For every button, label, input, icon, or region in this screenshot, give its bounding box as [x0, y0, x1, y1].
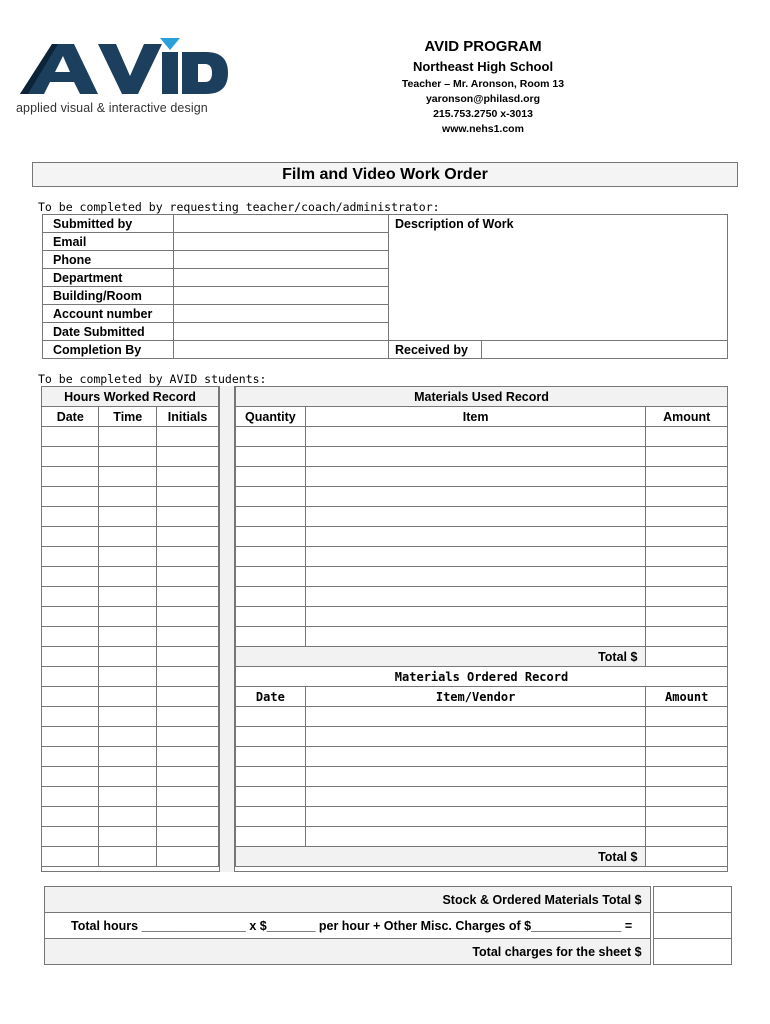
hours-worked-row-cell[interactable] — [42, 827, 99, 847]
materials-used-row-cell[interactable] — [236, 447, 306, 467]
school-website: www.nehs1.com — [442, 123, 524, 135]
hours-worked-table — [41, 386, 219, 867]
materials-used-row — [236, 567, 728, 587]
materials-used-row — [236, 507, 728, 527]
avid-logo — [16, 36, 231, 116]
materials-used-row-cell[interactable] — [236, 567, 306, 587]
materials-used-row-cell[interactable] — [236, 527, 306, 547]
department-input[interactable] — [174, 269, 389, 287]
summary-table — [44, 886, 732, 965]
materials-ordered-row-cell[interactable] — [646, 787, 728, 807]
submitted-by-input[interactable] — [174, 215, 389, 233]
hours-worked-row — [42, 767, 219, 787]
hours-worked-row — [42, 647, 219, 667]
hours-worked-row-cell[interactable] — [99, 787, 157, 807]
materials-used-col-item: Item — [305, 407, 646, 427]
teacher-phone: 215.753.2750 x-3013 — [433, 108, 533, 120]
hours-worked-row-cell[interactable] — [42, 467, 99, 487]
materials-used-row-cell[interactable] — [646, 567, 728, 587]
materials-ordered-col-date: Date — [236, 687, 306, 707]
hours-worked-row-cell[interactable] — [157, 707, 219, 727]
materials-used-row-cell[interactable] — [646, 527, 728, 547]
hours-worked-row-cell[interactable] — [99, 827, 157, 847]
hours-worked-row-cell[interactable] — [157, 547, 219, 567]
hours-worked-row-cell[interactable] — [42, 767, 99, 787]
hours-worked-row-cell[interactable] — [42, 847, 99, 867]
materials-used-row — [236, 527, 728, 547]
hours-worked-row-cell[interactable] — [157, 627, 219, 647]
hours-worked-row-cell[interactable] — [157, 647, 219, 667]
hours-worked-row-cell[interactable] — [157, 427, 219, 447]
materials-used-row-cell[interactable] — [646, 467, 728, 487]
hours-worked-row-cell[interactable] — [42, 447, 99, 467]
materials-used-row-cell[interactable] — [305, 547, 646, 567]
materials-ordered-row-cell[interactable] — [236, 707, 306, 727]
hours-worked-row-cell[interactable] — [99, 667, 157, 687]
materials-used-row-cell[interactable] — [236, 427, 306, 447]
hours-worked-row-cell[interactable] — [157, 787, 219, 807]
request-intro: To be completed by requesting teacher/coach/administrator: — [38, 200, 440, 214]
materials-ordered-row-cell[interactable] — [305, 827, 646, 847]
materials-used-row-cell[interactable] — [305, 527, 646, 547]
hours-worked-row-cell[interactable] — [42, 567, 99, 587]
hours-worked-row — [42, 747, 219, 767]
hours-worked-row — [42, 707, 219, 727]
hours-worked-row-cell[interactable] — [157, 767, 219, 787]
materials-ordered-row-cell[interactable] — [305, 727, 646, 747]
hours-charges-input[interactable] — [653, 913, 731, 939]
materials-used-row — [236, 467, 728, 487]
hours-worked-row-cell[interactable] — [42, 687, 99, 707]
hours-worked-row — [42, 487, 219, 507]
hours-worked-row — [42, 787, 219, 807]
completion-by-input[interactable] — [174, 341, 389, 359]
materials-used-row-cell[interactable] — [305, 467, 646, 487]
hours-worked-row-cell[interactable] — [157, 507, 219, 527]
materials-used-title: Materials Used Record — [236, 387, 728, 407]
materials-used-row-cell[interactable] — [305, 587, 646, 607]
hours-worked-row — [42, 807, 219, 827]
hours-worked-row-cell[interactable] — [157, 587, 219, 607]
hours-worked-row — [42, 507, 219, 527]
materials-used-row — [236, 427, 728, 447]
column-divider — [219, 386, 235, 872]
hours-worked-row-cell[interactable] — [42, 807, 99, 827]
materials-used-col-quantity: Quantity — [236, 407, 306, 427]
hours-worked-row — [42, 667, 219, 687]
materials-used-row-cell[interactable] — [646, 487, 728, 507]
hours-worked-row-cell[interactable] — [99, 707, 157, 727]
hours-worked-row-cell[interactable] — [157, 527, 219, 547]
hours-worked-row-cell[interactable] — [99, 427, 157, 447]
field-label-phone: Phone — [43, 251, 174, 269]
materials-used-row — [236, 607, 728, 627]
materials-used-row-cell[interactable] — [236, 587, 306, 607]
hours-worked-row-cell[interactable] — [42, 707, 99, 727]
materials-ordered-row-cell[interactable] — [305, 807, 646, 827]
hours-worked-row-cell[interactable] — [99, 727, 157, 747]
stock-total-input[interactable] — [653, 887, 731, 913]
hours-worked-row-cell[interactable] — [42, 647, 99, 667]
hours-worked-row — [42, 427, 219, 447]
materials-ordered-col-item-vendor: Item/Vendor — [305, 687, 646, 707]
materials-ordered-rows — [236, 707, 728, 847]
materials-ordered-row — [236, 707, 728, 727]
materials-used-row-cell[interactable] — [236, 627, 306, 647]
hours-worked-row-cell[interactable] — [157, 687, 219, 707]
hours-worked-row-cell[interactable] — [42, 747, 99, 767]
field-label-submitted-by: Submitted by — [43, 215, 174, 233]
hours-worked-row — [42, 607, 219, 627]
hours-worked-row-cell[interactable] — [99, 647, 157, 667]
materials-ordered-row-cell[interactable] — [646, 727, 728, 747]
account-number-input[interactable] — [174, 305, 389, 323]
email-input[interactable] — [174, 233, 389, 251]
hours-worked-row — [42, 447, 219, 467]
hours-worked-row-cell[interactable] — [99, 687, 157, 707]
materials-ordered-row — [236, 787, 728, 807]
hours-worked-row-cell[interactable] — [42, 727, 99, 747]
school-name: Northeast High School — [412, 59, 554, 74]
hours-worked-row-cell[interactable] — [157, 447, 219, 467]
field-label-date-submitted: Date Submitted — [43, 323, 174, 341]
hours-worked-row-cell[interactable] — [42, 527, 99, 547]
field-label-building-room: Building/Room — [43, 287, 174, 305]
avid-logo-mark — [16, 36, 231, 98]
hours-worked-row-cell[interactable] — [157, 747, 219, 767]
sheet-total-label: Total charges for the sheet $ — [45, 939, 651, 965]
materials-ordered-total-label: Total $ — [236, 847, 646, 867]
hours-worked-row-cell[interactable] — [99, 507, 157, 527]
hours-worked-row — [42, 627, 219, 647]
hours-worked-row-cell[interactable] — [157, 667, 219, 687]
materials-used-row-cell[interactable] — [305, 607, 646, 627]
materials-used-row-cell[interactable] — [236, 547, 306, 567]
form-title: Film and Video Work Order — [32, 162, 738, 187]
received-by-input[interactable] — [482, 341, 728, 359]
materials-used-row-cell[interactable] — [236, 467, 306, 487]
hours-col-time: Time — [99, 407, 157, 427]
materials-ordered-total-input[interactable] — [646, 847, 728, 867]
hours-worked-row — [42, 527, 219, 547]
hours-worked-row-cell[interactable] — [157, 807, 219, 827]
hours-col-initials: Initials — [157, 407, 219, 427]
materials-used-table — [235, 386, 728, 867]
hours-worked-row-cell[interactable] — [42, 667, 99, 687]
hours-worked-row-cell[interactable] — [99, 807, 157, 827]
hours-worked-row-cell[interactable] — [42, 427, 99, 447]
sheet-total-input[interactable] — [653, 939, 731, 965]
hours-worked-row-cell[interactable] — [157, 727, 219, 747]
hours-col-date: Date — [42, 407, 99, 427]
materials-used-row-cell[interactable] — [646, 427, 728, 447]
field-label-account-number: Account number — [43, 305, 174, 323]
hours-worked-row-cell[interactable] — [99, 847, 157, 867]
materials-used-row-cell[interactable] — [646, 627, 728, 647]
program-header — [360, 38, 606, 137]
hours-worked-row-cell[interactable] — [99, 527, 157, 547]
hours-worked-row — [42, 567, 219, 587]
materials-used-row — [236, 587, 728, 607]
field-label-department: Department — [43, 269, 174, 287]
materials-ordered-row-cell[interactable] — [305, 767, 646, 787]
student-intro: To be completed by AVID students: — [38, 372, 267, 386]
hours-worked-row — [42, 467, 219, 487]
materials-used-row — [236, 547, 728, 567]
materials-used-row-cell[interactable] — [646, 507, 728, 527]
hours-worked-row-cell[interactable] — [157, 487, 219, 507]
received-by-label: Received by — [389, 341, 482, 359]
materials-ordered-row-cell[interactable] — [646, 827, 728, 847]
materials-used-rows — [236, 427, 728, 647]
building-room-input[interactable] — [174, 287, 389, 305]
stock-total-label: Stock & Ordered Materials Total $ — [45, 887, 651, 913]
materials-used-row — [236, 487, 728, 507]
materials-ordered-row-cell[interactable] — [236, 827, 306, 847]
hours-worked-row-cell[interactable] — [99, 567, 157, 587]
hours-worked-row-cell[interactable] — [157, 467, 219, 487]
hours-worked-row-cell[interactable] — [42, 607, 99, 627]
materials-ordered-row-cell[interactable] — [236, 747, 306, 767]
phone-input[interactable] — [174, 251, 389, 269]
description-label: Description of Work — [395, 217, 514, 231]
hours-worked-row-cell[interactable] — [157, 607, 219, 627]
materials-used-row-cell[interactable] — [305, 447, 646, 467]
materials-used-row-cell[interactable] — [305, 487, 646, 507]
materials-used-row-cell[interactable] — [646, 587, 728, 607]
hours-charges-line: Total hours _______________ x $_______ per hour + Other Misc. Charges of $_____________ = — [45, 913, 651, 939]
description-of-work-field[interactable] — [389, 215, 728, 341]
materials-ordered-row-cell[interactable] — [646, 747, 728, 767]
materials-ordered-row — [236, 727, 728, 747]
materials-used-row-cell[interactable] — [236, 487, 306, 507]
materials-used-row-cell[interactable] — [646, 447, 728, 467]
hours-worked-row-cell[interactable] — [42, 487, 99, 507]
materials-used-row-cell[interactable] — [305, 627, 646, 647]
hours-worked-rows — [42, 427, 219, 867]
hours-worked-row-cell[interactable] — [42, 787, 99, 807]
materials-ordered-row-cell[interactable] — [236, 807, 306, 827]
materials-used-total-input[interactable] — [646, 647, 728, 667]
hours-worked-row-cell[interactable] — [157, 567, 219, 587]
materials-ordered-row-cell[interactable] — [646, 767, 728, 787]
hours-worked-row — [42, 727, 219, 747]
hours-worked-row-cell[interactable] — [99, 607, 157, 627]
materials-ordered-row-cell[interactable] — [646, 707, 728, 727]
hours-worked-row — [42, 547, 219, 567]
field-label-email: Email — [43, 233, 174, 251]
materials-used-row-cell[interactable] — [236, 507, 306, 527]
request-table — [42, 214, 728, 359]
materials-ordered-row — [236, 767, 728, 787]
teacher-info: Teacher – Mr. Aronson, Room 13 — [401, 78, 565, 90]
materials-ordered-title: Materials Ordered Record — [236, 667, 728, 687]
hours-worked-row-cell[interactable] — [99, 447, 157, 467]
materials-used-row-cell[interactable] — [305, 567, 646, 587]
materials-ordered-row — [236, 747, 728, 767]
hours-worked-row-cell[interactable] — [42, 627, 99, 647]
materials-used-row-cell[interactable] — [646, 607, 728, 627]
materials-used-row — [236, 627, 728, 647]
materials-used-row-cell[interactable] — [305, 427, 646, 447]
logo-tagline: applied visual & interactive design — [16, 101, 208, 115]
hours-worked-row-cell[interactable] — [99, 547, 157, 567]
hours-worked-row-cell[interactable] — [99, 627, 157, 647]
hours-worked-row — [42, 847, 219, 867]
hours-worked-title: Hours Worked Record — [42, 387, 219, 407]
hours-worked-row-cell[interactable] — [99, 487, 157, 507]
materials-ordered-row-cell[interactable] — [236, 727, 306, 747]
materials-ordered-row — [236, 807, 728, 827]
materials-ordered-row-cell[interactable] — [305, 787, 646, 807]
hours-worked-row-cell[interactable] — [99, 747, 157, 767]
hours-worked-row-cell[interactable] — [99, 587, 157, 607]
materials-ordered-col-amount: Amount — [646, 687, 728, 707]
materials-used-row-cell[interactable] — [305, 507, 646, 527]
hours-worked-row-cell[interactable] — [42, 507, 99, 527]
hours-worked-row-cell[interactable] — [157, 827, 219, 847]
field-label-completion-by: Completion By — [43, 341, 174, 359]
materials-ordered-row-cell[interactable] — [305, 747, 646, 767]
materials-ordered-row-cell[interactable] — [305, 707, 646, 727]
program-title: AVID PROGRAM — [424, 38, 542, 55]
hours-worked-row-cell[interactable] — [157, 847, 219, 867]
date-submitted-input[interactable] — [174, 323, 389, 341]
teacher-email: yaronson@philasd.org — [425, 93, 541, 105]
materials-ordered-row-cell[interactable] — [236, 787, 306, 807]
materials-used-row-cell[interactable] — [236, 607, 306, 627]
materials-used-col-amount: Amount — [646, 407, 728, 427]
hours-worked-row-cell[interactable] — [99, 467, 157, 487]
materials-ordered-row-cell[interactable] — [646, 807, 728, 827]
hours-worked-row — [42, 687, 219, 707]
materials-used-total-label: Total $ — [236, 647, 646, 667]
hours-worked-row — [42, 587, 219, 607]
materials-used-row-cell[interactable] — [646, 547, 728, 567]
hours-worked-row-cell[interactable] — [99, 767, 157, 787]
hours-worked-row-cell[interactable] — [42, 547, 99, 567]
materials-ordered-row-cell[interactable] — [236, 767, 306, 787]
hours-worked-row — [42, 827, 219, 847]
materials-ordered-row — [236, 827, 728, 847]
materials-used-row — [236, 447, 728, 467]
hours-worked-row-cell[interactable] — [42, 587, 99, 607]
